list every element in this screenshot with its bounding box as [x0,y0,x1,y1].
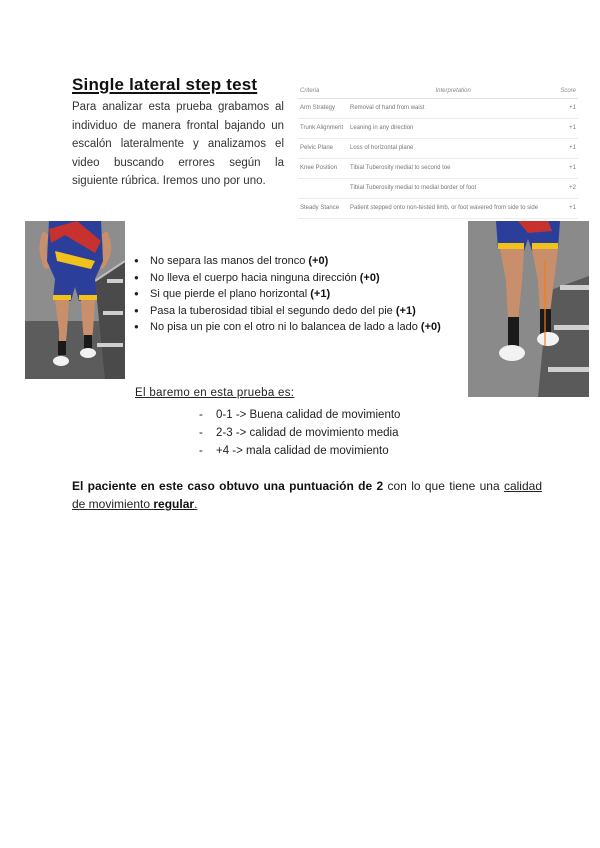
conclusion-bold: El paciente en este caso obtuvo una puntuación de 2 [72,479,384,493]
scale-title: El baremo en esta prueba es: [135,387,295,399]
conclusion-middle: con lo que tiene una [383,479,504,493]
result-score: (+0) [308,255,329,267]
result-text: No pisa un pie con el otro ni lo balancea de lado a lado [150,321,421,333]
rubric-criteria [298,179,348,199]
list-item: - +4 -> mala calidad de movimiento [199,442,400,460]
conclusion-underlined: calidad de movimiento [72,479,542,511]
rubric-header-criteria: Criteria [298,86,348,99]
page-title: Single lateral step test [72,75,258,94]
rubric-header-row [298,86,578,99]
table-row [298,119,578,139]
rubric-criteria: Trunk Alignment [298,119,348,139]
rubric-score: +1 [558,99,578,119]
conclusion-paragraph [72,477,542,513]
rubric-score: +1 [558,159,578,179]
intro-paragraph: Para analizar esta prueba grabamos al individuo de manera frontal bajando un escalón lateralmente y analizamos el video buscando errores según la siguiente rúbrica. Iremos uno por uno. [72,101,284,187]
scale-list [199,406,400,460]
rubric-score: +1 [558,119,578,139]
list-item [134,319,460,336]
rubric-criteria: Steady Stance [298,199,348,219]
rubric-interpretation: Tibial Tuberosity medial to medial border of foot [348,179,558,199]
rubric-score: +1 [558,199,578,219]
rubric-header-score: Score [558,86,578,99]
list-item [134,286,460,303]
conclusion-end: . [194,497,198,511]
rubric-interpretation: Removal of hand from waist [348,99,558,119]
rubric-interpretation: Patient stepped onto non-tested limb, or foot wavered from side to side [348,199,558,219]
result-text: Pasa la tuberosidad tibial el segundo dedo del pie [150,304,396,317]
list-item [134,303,460,320]
results-list [134,253,460,336]
result-text: Si que pierde el plano horizontal [150,288,311,300]
table-row [298,139,578,159]
conclusion-rating: regular [153,497,195,511]
result-text: No separa las manos del tronco [150,255,309,267]
athlete-front-photo [25,221,125,379]
result-score: (+1) [395,304,416,317]
result-score: (+0) [359,271,380,284]
result-score: (+1) [310,288,331,300]
list-item: - 0-1 -> Buena calidad de movimiento [199,406,400,424]
list-item: - 2-3 -> calidad de movimiento media [199,424,400,442]
table-row [298,159,578,179]
knee-alignment-photo [468,221,589,397]
table-row [298,199,578,219]
rubric-header-interpretation: Interpretation [348,86,558,99]
table-row [298,179,578,199]
table-row [298,99,578,119]
result-score: (+0) [420,321,441,333]
result-text: No lleva el cuerpo hacia ninguna dirección [150,271,360,284]
rubric-criteria: Arm Strategy [298,99,348,119]
rubric-score: +1 [558,139,578,159]
rubric-interpretation: Leaning in any direction [348,119,558,139]
rubric-interpretation: Loss of horizontal plane [348,139,558,159]
rubric-table [298,86,578,219]
knee-alignment-illustration [468,221,589,397]
rubric-criteria: Pelvic Plane [298,139,348,159]
rubric-score: +2 [558,179,578,199]
list-item [134,253,460,270]
list-item [134,270,460,287]
rubric-interpretation: Tibial Tuberosity medial to second toe [348,159,558,179]
rubric-criteria: Knee Position [298,159,348,179]
athlete-front-illustration [25,221,125,379]
